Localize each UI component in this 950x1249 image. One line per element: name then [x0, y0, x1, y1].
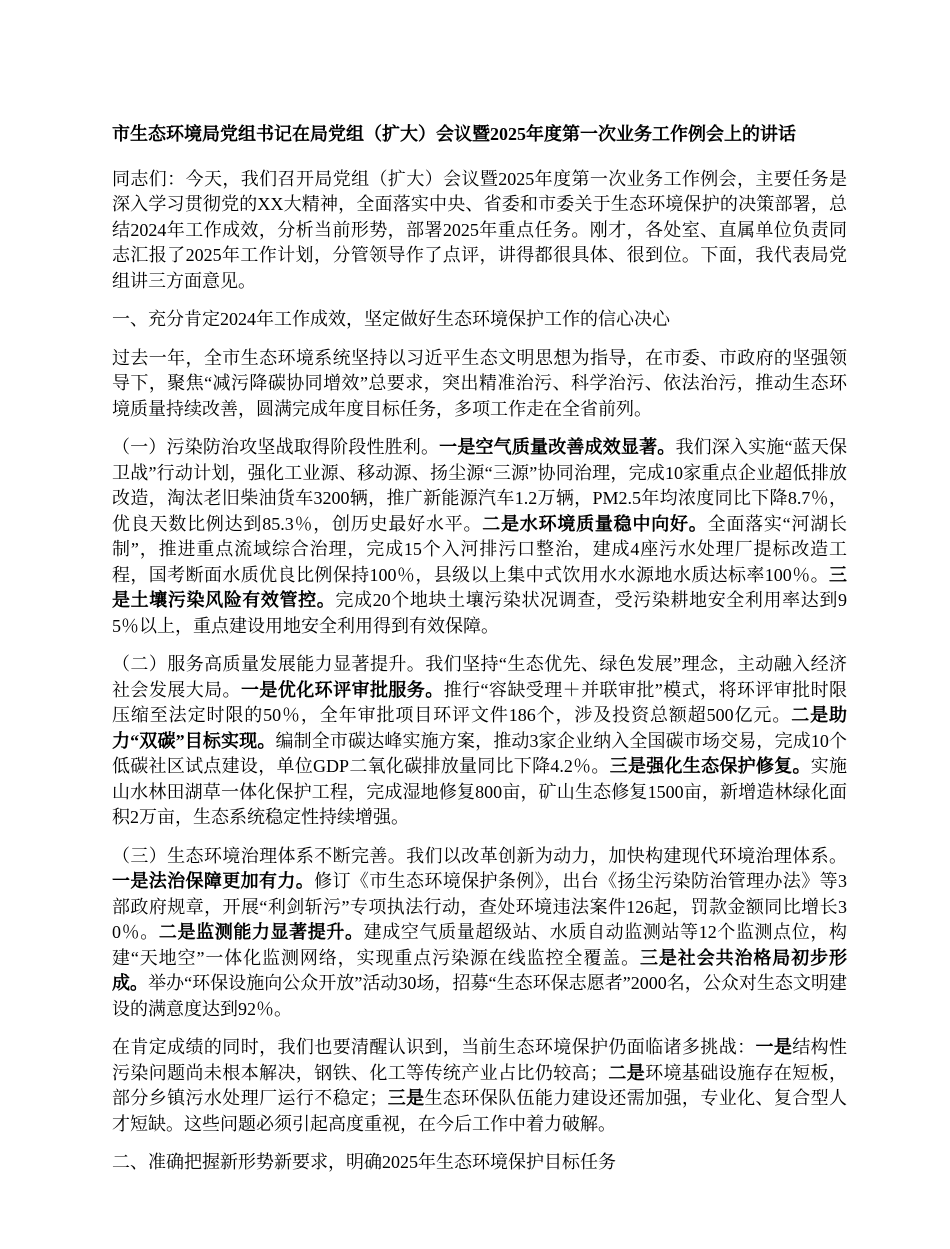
text-run: （三）生态环境治理体系不断完善。我们以改革创新为动力，加快构建现代环境治理体系。 — [112, 845, 847, 866]
bold-text-run: 市生态环境局党组书记在局党组（扩大）会议暨2025年度第一次业务工作例会上的讲话 — [112, 124, 796, 144]
text-run: 我们深入实施“蓝天保卫战”行动计划，强化工业源、移动源、扬尘源“三源”协同治理，完成10家重点企业超低排放改造，淘汰老旧柴油货车3200辆，推广新能源汽车1.2万辆，PM2.5年均浓度同比下降8.7％，优良天数比例达到85.3％，创历史最好水平。 — [112, 437, 848, 534]
bold-text-run: 三是土壤污染风险有效管控。 — [112, 564, 847, 610]
text-run: 举办“环保设施向公众开放”活动30场，招募“生态环保志愿者”2000名，公众对生态文明建设的满意度达到92％。 — [112, 973, 847, 1019]
text-run: 环境基础设施存在短板，部分乡镇污水处理厂运行不稳定； — [112, 1062, 848, 1108]
text-run: （一）污染防治攻坚战取得阶段性胜利。 — [112, 437, 440, 457]
document-body — [112, 122, 847, 1176]
text-run: （二）服务高质量发展能力显著提升。我们坚持“生态优先、绿色发展”理念，主动融入经济社会发展大局。 — [112, 654, 847, 700]
paragraph — [112, 844, 847, 1023]
paragraph — [112, 346, 847, 423]
bold-text-run: 二是监测能力显著提升。 — [158, 922, 364, 942]
text-run: 同志们：今天，我们召开局党组（扩大）会议暨2025年度第一次业务工作例会，主要任务是深入学习贯彻党的XX大精神，全面落实中央、省委和市委关于生态环境保护的决策部署，总结2024年工作成效，分析当前形势，部署2025年重点任务。刚才，各处室、直属单位负责同志汇报了2025年工作计划，分管领导作了点评，讲得都很具体、很到位。下面，我代表局党组讲三方面意见。 — [112, 168, 847, 291]
paragraph — [112, 435, 847, 639]
paragraph — [112, 652, 847, 831]
text-run: 全面落实“河湖长制”，推进重点流域综合治理，完成15个入河排污口整治，建成4座污水处理厂提标改造工程，国考断面水质优良比例保持100％，县级以上集中式饮用水水源地水质达标率100％。 — [112, 513, 848, 585]
text-run: 在肯定成绩的同时，我们也要清醒认识到，当前生态环境保护仍面临诸多挑战： — [112, 1037, 756, 1057]
section-heading — [112, 307, 847, 333]
text-run: 一、充分肯定2024年工作成效，坚定做好生态环境保护工作的信心决心 — [112, 309, 670, 329]
text-run: 修订《市生态环境保护条例》，出台《扬尘污染防治管理办法》等3部政府规章，开展“利剑斩污”专项执法行动，查处环境违法案件126起，罚款金额同比增长30％。 — [112, 871, 847, 942]
text-run: 二、准确把握新形势新要求，明确2025年生态环境保护目标任务 — [112, 1152, 616, 1172]
bold-text-run: 三是 — [387, 1088, 425, 1108]
bold-text-run: 一是空气质量改善成效显著。 — [439, 437, 676, 457]
text-run: 推行“容缺受理＋并联审批”模式，将环评审批时限压缩至法定时限的50％，全年审批项目环评文件186个，涉及投资总额超500亿元。 — [112, 679, 848, 725]
bold-text-run: 二是 — [608, 1062, 646, 1083]
text-run: 实施山水林田湖草一体化保护工程，完成湿地修复800亩，矿山生态修复1500亩，新增造林绿化面积2万亩，生态系统稳定性持续增强。 — [112, 756, 848, 827]
text-run: 建成空气质量超级站、水质自动监测站等12个监测点位，构建“天地空”一体化监测网络，实现重点污染源在线监控全覆盖。 — [112, 922, 848, 968]
text-run: 过去一年，全市生态环境系统坚持以习近平生态文明思想为指导，在市委、市政府的坚强领导下，聚焦“减污降碳协同增效”总要求，突出精准治污、科学治污、依法治污，推动生态环境质量持续改善，圆满完成年度目标任务，多项工作走在全省前列。 — [112, 347, 847, 419]
text-run: 编制全市碳达峰实施方案，推动3家企业纳入全国碳市场交易，完成10个低碳社区试点建设，单位GDP二氧化碳排放量同比下降4.2％。 — [112, 730, 848, 776]
text-run: 完成20个地块土壤污染状况调查，受污染耕地安全利用率达到95％以上，重点建设用地安全利用得到有效保障。 — [112, 590, 848, 636]
bold-text-run: 二是水环境质量稳中向好。 — [482, 513, 708, 534]
bold-text-run: 一是优化环评审批服务。 — [240, 679, 444, 700]
text-run: 结构性污染问题尚未根本解决，钢铁、化工等传统产业占比仍较高； — [112, 1037, 848, 1083]
document-title — [112, 122, 847, 148]
bold-text-run: 三是强化生态保护修复。 — [609, 756, 811, 776]
bold-text-run: 三是社会共治格局初步形成。 — [112, 947, 847, 993]
paragraph — [112, 1035, 847, 1137]
bold-text-run: 一是 — [755, 1037, 793, 1057]
paragraph — [112, 167, 847, 295]
bold-text-run: 二是助力“双碳”目标实现。 — [112, 705, 848, 751]
text-run: 生态环保队伍能力建设还需加强，专业化、复合型人才短缺。这些问题必须引起高度重视，在今后工作中着力破解。 — [112, 1088, 848, 1134]
section-heading — [112, 1150, 847, 1176]
bold-text-run: 一是法治保障更加有力。 — [112, 871, 315, 891]
